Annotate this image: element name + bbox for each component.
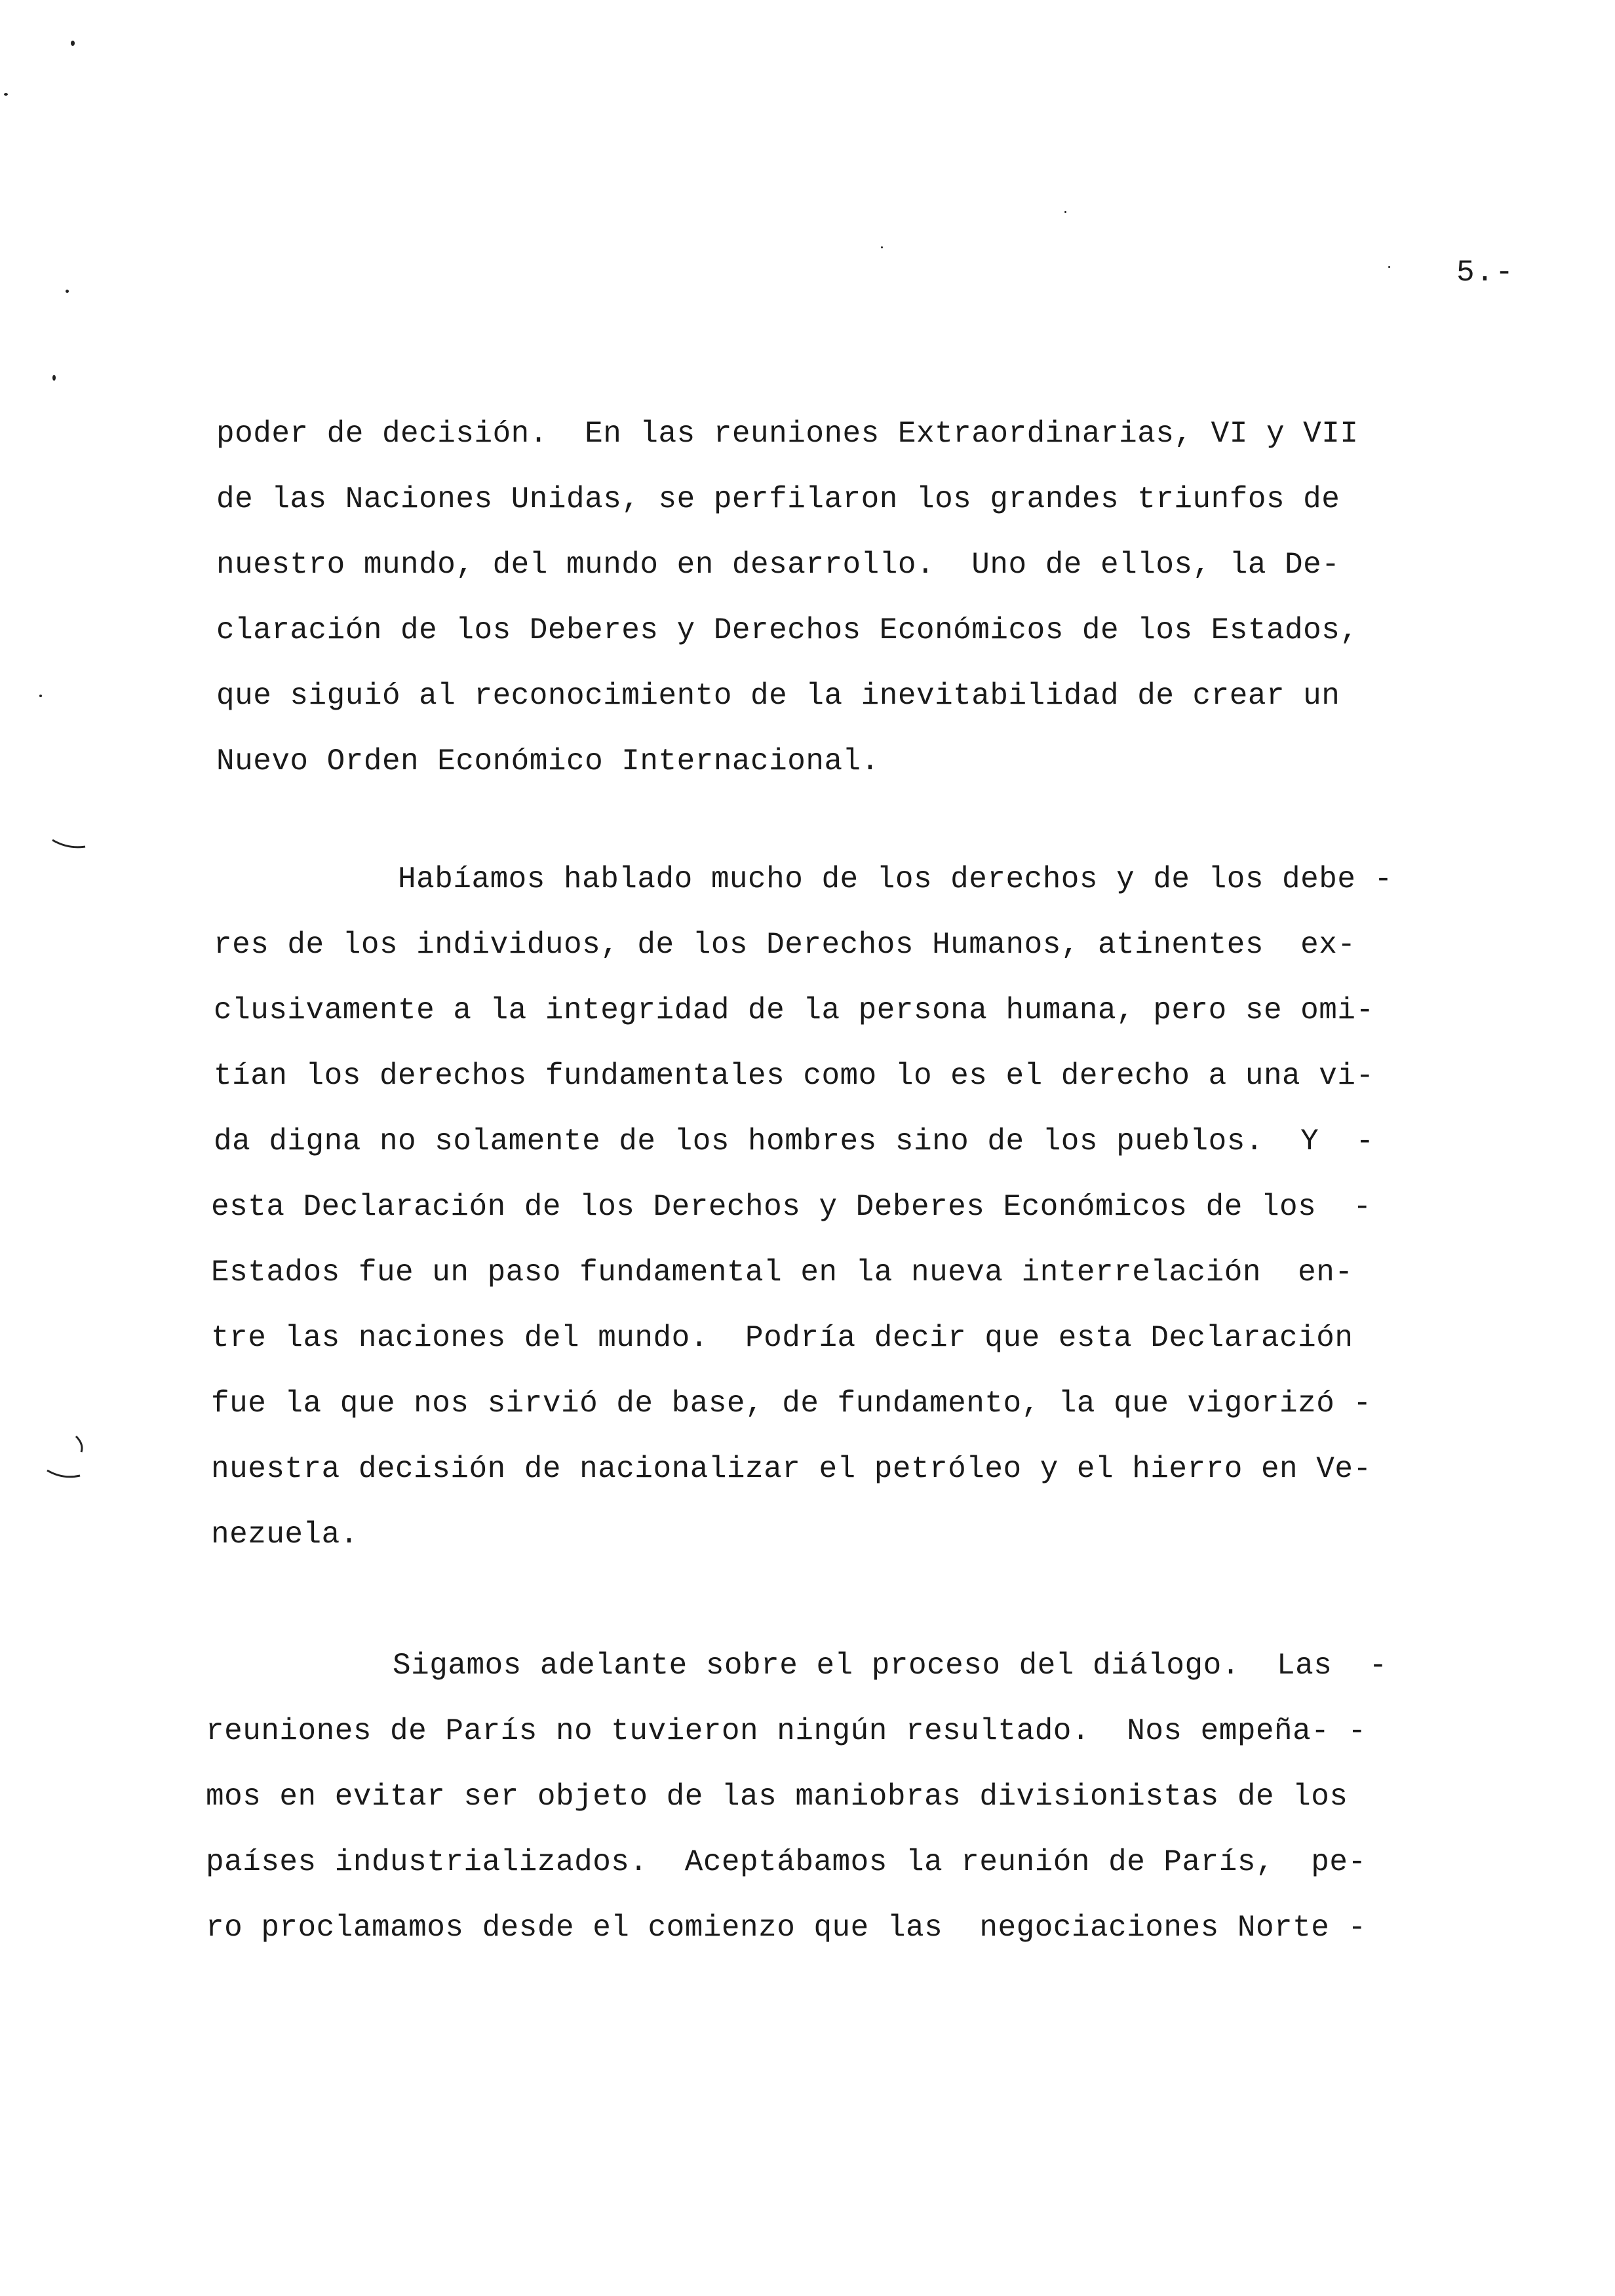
text-line: ro proclamamos desde el comienzo que las negociaciones Norte - [206, 1911, 1367, 1945]
text-line: Sigamos adelante sobre el proceso del diálogo. Las - [208, 1649, 1388, 1683]
text-line: países industrializados. Aceptábamos la reunión de París, pe- [206, 1845, 1367, 1879]
text-line: nuestra decisión de nacionalizar el petróleo y el hierro en Ve- [211, 1452, 1372, 1486]
text-line: res de los individuos, de los Derechos Humanos, atinentes ex- [214, 928, 1356, 962]
scan-speck [66, 290, 69, 293]
text-line: de las Naciones Unidas, se perfilaron los grandes triunfos de [216, 482, 1340, 516]
scan-speck [4, 93, 8, 96]
margin-curve-mark [43, 1432, 96, 1485]
scan-speck [52, 375, 56, 381]
text-line: que siguió al reconocimiento de la inevitabilidad de crear un [216, 679, 1340, 713]
text-line: Estados fue un paso fundamental en la nueva interrelación en- [211, 1255, 1353, 1290]
text-line: poder de decisión. En las reuniones Extraordinarias, VI y VII [216, 417, 1359, 451]
text-line: Habíamos hablado mucho de los derechos y de los debe - [214, 862, 1393, 896]
scan-speck [39, 695, 42, 697]
margin-curve-mark [50, 837, 89, 853]
scan-speck [881, 246, 883, 248]
text-line: nezuela. [211, 1518, 359, 1552]
scan-speck [71, 41, 75, 46]
text-line: clusivamente a la integridad de la persona humana, pero se omi- [214, 993, 1374, 1027]
scan-speck [1064, 211, 1066, 213]
text-line: Nuevo Orden Económico Internacional. [216, 744, 880, 778]
text-line: esta Declaración de los Derechos y Deberes Económicos de los - [211, 1190, 1372, 1224]
text-line: da digna no solamente de los hombres sino de los pueblos. Y - [214, 1124, 1374, 1158]
text-line: fue la que nos sirvió de base, de fundamento, la que vigorizó - [211, 1387, 1372, 1421]
scan-speck [1388, 266, 1390, 268]
page-number: 5.- [1456, 256, 1515, 290]
text-line: nuestro mundo, del mundo en desarrollo. Uno de ellos, la De- [216, 548, 1340, 582]
text-line: mos en evitar ser objeto de las maniobras divisionistas de los [206, 1780, 1348, 1814]
text-line: claración de los Deberes y Derechos Económicos de los Estados, [216, 613, 1359, 647]
text-line: reuniones de París no tuvieron ningún resultado. Nos empeña- - [206, 1714, 1367, 1748]
text-line: tían los derechos fundamentales como lo es el derecho a una vi- [214, 1059, 1374, 1093]
text-line: tre las naciones del mundo. Podría decir que esta Declaración [211, 1321, 1353, 1355]
